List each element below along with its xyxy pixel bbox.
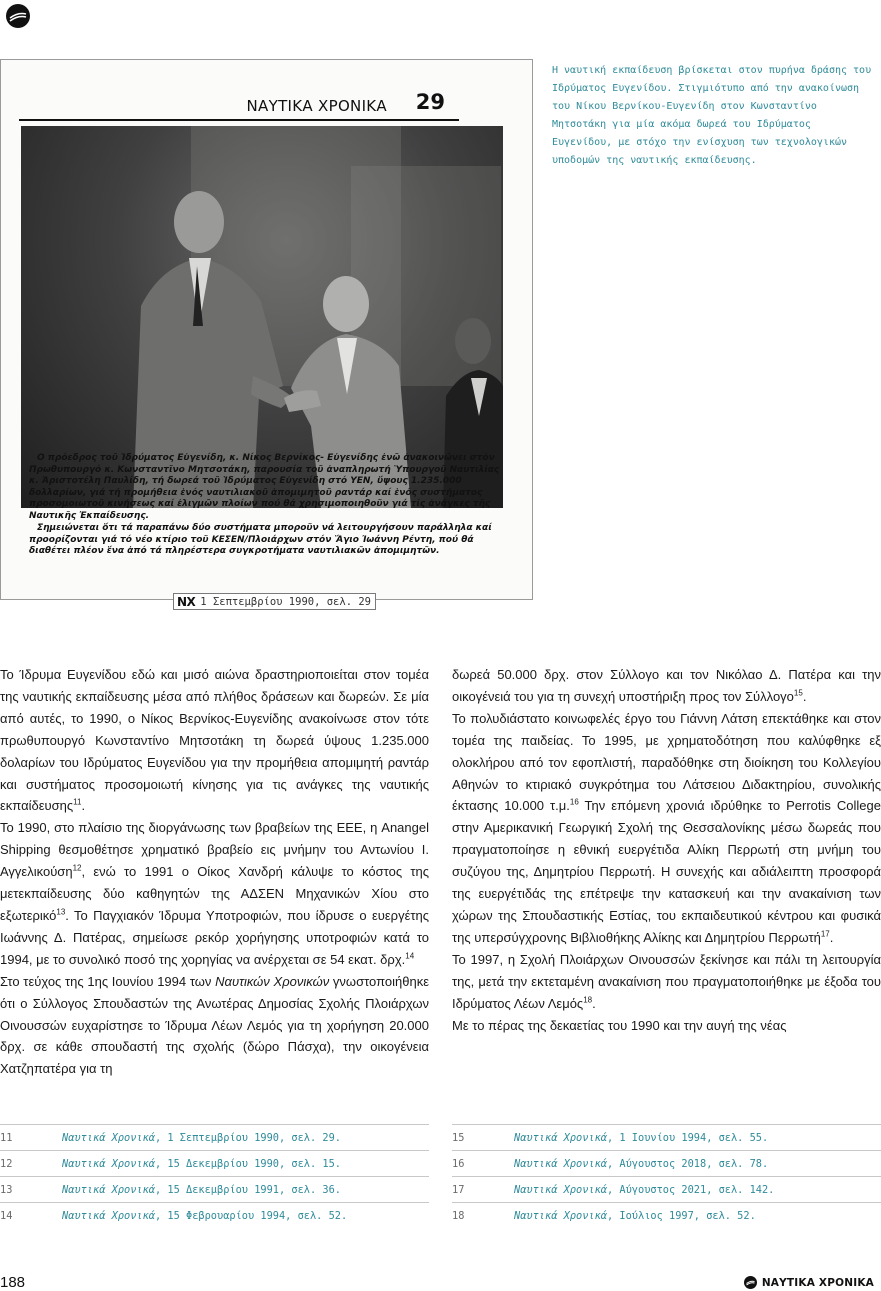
photo-figures-illustration xyxy=(21,126,503,508)
footnote-source: Ναυτικά Χρονικά xyxy=(62,1209,155,1222)
paragraph-text: δωρεά 50.000 δρχ. στον Σύλλογο και τον Νικόλαο Δ. Πατέρα και την οικογένειά του για τη συνεχή υποστήριξη προς τον Σύλλογο xyxy=(452,667,881,704)
footnote-details: , Αύγουστος 2021, σελ. 142. xyxy=(607,1183,775,1196)
clipping-photo xyxy=(21,126,503,508)
paragraph-text: Με το πέρας της δεκαετίας του 1990 και την αυγή της νέας xyxy=(452,1017,787,1033)
footnote-source: Ναυτικά Χρονικά xyxy=(514,1209,607,1222)
photo-side-caption: Η ναυτική εκπαίδευση βρίσκεται στον πυρήνα δράσης του Ιδρύματος Ευγενίδου. Στιγμιότυπο από την ανακοίνωση του Νίκου Βερνίκου-Ευγενίδη στον Κωνσταντίνο Μητσοτάκη για μία ακόμα δωρεά του Ιδρύματος Ευγενίδου, με στόχο την ενίσχυση των τεχνολογικών υποδομών της ναυτικής εκπαίδευσης. xyxy=(552,65,872,166)
footnote-source: Ναυτικά Χρονικά xyxy=(62,1183,155,1196)
clipping-caption-paragraph: Ο πρόεδρος τοῦ Ἱδρύματος Εὐγενίδη, κ. Νίκος Βερνίκος- Εὐγενίδης ἐνῶ ἀνακοινώνει στόν Πρωθυπουργό κ. Κωνσταντῖνο Μητσοτάκη, παρουσία τοῦ ἀναπληρωτή Ὑπουργοῦ Ναυτιλίας κ. Ἀριστοτέλη Παυλίδη, τή δωρεά τοῦ Ἱδρύματος Εὐγενίδη στό ΥΕΝ, ὕψους 1.235.000 δολλαρίων, γιά τή προμήθεια ἑνός ναυτιλιακοῦ ἀπομιμητοῦ ραντάρ καί ἑνός συστήματος προσομοιωτοῦ κινήσεως καί ἐλιγμῶν πλοίων πού θά χρησιμοποιηθοῦν γιά τίς ἀνάγκες τῆς Ναυτικῆς Ἐκπαίδευσης. xyxy=(29,453,500,521)
paragraph-text: Το Ίδρυμα Ευγενίδου εδώ και μισό αιώνα δραστηριοποιείται στον τομέα της ναυτικής εκπαίδευσης μέσα από πλήθος δράσεων και δωρεών. Σε μία από αυτές, το 1990, ο Νίκος Βερνίκος-Ευγενίδης ανακοίνωσε στον τότε πρωθυπουργό Κωνσταντίνο Μητσοτάκη τη δωρεά ύψους 1.235.000 δολαρίων του Ιδρύματος Ευγενίδου για την προμήθεια απομιμητή ραντάρ και συστήματος προσομοιωτή κίνησης για τις ανάγκες της ναυτικής εκπαίδευσης xyxy=(0,667,429,814)
footnote-item xyxy=(452,1202,881,1228)
footnote-source: Ναυτικά Χρονικά xyxy=(514,1183,607,1196)
body-column-left xyxy=(0,664,429,1080)
footnote-details: , 15 Δεκεμβρίου 1990, σελ. 15. xyxy=(155,1157,341,1170)
body-paragraph xyxy=(452,708,881,949)
footnote-number: 18 xyxy=(452,1209,465,1222)
body-paragraph xyxy=(452,1015,881,1037)
footnote-details: , 1 Σεπτεμβρίου 1990, σελ. 29. xyxy=(155,1131,341,1144)
footnote-item xyxy=(452,1176,881,1202)
footnote-details: , 1 Ιουνίου 1994, σελ. 55. xyxy=(607,1131,769,1144)
footnote-item xyxy=(0,1150,429,1176)
footnote-source: Ναυτικά Χρονικά xyxy=(514,1157,607,1170)
body-paragraph xyxy=(0,817,429,970)
clipping-page-number: 29 xyxy=(415,90,445,114)
footnote-ref[interactable]: 14 xyxy=(405,951,415,961)
paragraph-text: . Το Παγχιακόν Ίδρυμα Υποτροφιών, που ίδρυσε ο ευεργέτης Ιωάννης Δ. Πατέρας, σημείωσε ρεκόρ χορήγησης υποτροφιών κατά το 1994, με το συνολικό ποσό της χορηγίας να ανέρχεται σε 54 εκατ. δρχ. xyxy=(0,907,429,967)
footnote-text xyxy=(62,1184,341,1196)
paragraph-text: γνωστοποιήθηκε ότι ο Σύλλογος Σπουδαστών της Ανωτέρας Δημοσίας Σχολής Πλοιάρχων Οινουσσών ευχαρίστησε το Ίδρυμα Λέων Λεμός για τη χορήγηση 20.000 δρχ. σε κάθε σπουδαστή της σχολής (δώρο Πάσχα), την οικογένεια Χατζηπατέρα για τη xyxy=(0,973,429,1077)
footnote-source: Ναυτικά Χρονικά xyxy=(62,1131,155,1144)
paragraph-text: Το 1997, η Σχολή Πλοιάρχων Οινουσσών ξεκίνησε και πάλι τη λειτουργία της, μετά την εκτεταμένη ανακαίνιση που πραγματοποιήθηκε με έξοδα του Ιδρύματος Λέων Λεμός xyxy=(452,951,881,1011)
footnotes-right xyxy=(452,1124,881,1228)
clipping-source-date: 1 Σεπτεμβρίου 1990, σελ. 29 xyxy=(200,595,371,608)
paragraph-text: Την επόμενη χρονιά ιδρύθηκε το Perrotis College στην Αμερικανική Γεωργική Σχολή της Θεσσαλονίκης μέσω δωρεάς που πραγματοποίησε η εθνική ευεργέτιδα Αλίκη Περρωτή στη μνήμη του συζύγου της, Δημητρίου Περρωτή. Η συνεχής και αδιάλειπτη προσφορά της ευεργέτιδάς της επέτρεψε την κατασκευή και την ανακαίνιση των χώρων της Σπουδαστικής Εστίας, του εκπαιδευτικού κέντρου και φυσικά της υπερσύγχρονης Βιβλιοθήκης Αλίκης και Δημητρίου Περρωτή xyxy=(452,798,881,945)
body-paragraph xyxy=(0,664,429,817)
paragraph-text: . xyxy=(81,798,86,814)
footnote-ref[interactable]: 16 xyxy=(569,798,579,808)
footnote-number: 16 xyxy=(452,1157,465,1170)
publication-title: Ναυτικών Χρονικών xyxy=(215,973,330,989)
footnote-ref[interactable]: 13 xyxy=(56,907,66,917)
clipping-source-tag xyxy=(173,593,376,610)
footnote-ref[interactable]: 17 xyxy=(820,929,830,939)
footnote-details: , Ιούλιος 1997, σελ. 52. xyxy=(607,1209,756,1222)
footnote-details: , 15 Δεκεμβρίου 1991, σελ. 36. xyxy=(155,1183,341,1196)
clipping-title: ΝΑΥΤΙΚΑ ΧΡΟΝΙΚΑ xyxy=(246,97,387,115)
clipping-caption-paragraph: Σημειώνεται ὅτι τά παραπάνω δύο συστήματα μποροῦν νά λειτουργήσουν παράλληλα καί προορίζονται γιά τό νέο κτίριο τοῦ ΚΕΣΕΝ/Πλοιάρχων στόν Ἅγιο Ἰωάννη Ρέντη, πού θά διαθέτει πλέον ἕνα ἀπό τά πληρέστερα συγκροτήματα ναυτιλιακῶν ἀπομιμητῶν. xyxy=(29,523,492,556)
footnote-number: 12 xyxy=(0,1157,13,1170)
footnote-source: Ναυτικά Χρονικά xyxy=(514,1131,607,1144)
footnote-ref[interactable]: 11 xyxy=(73,798,82,808)
footnote-text xyxy=(62,1210,347,1222)
footnote-item xyxy=(0,1124,429,1150)
footnote-number: 15 xyxy=(452,1131,465,1144)
paragraph-text: . xyxy=(592,995,596,1011)
footnote-text xyxy=(62,1158,341,1170)
footnote-text xyxy=(514,1158,768,1170)
brand-name: ΝΑΥΤΙΚΑ ΧΡΟΝΙΚΑ xyxy=(761,1276,874,1289)
paragraph-text: . xyxy=(829,929,834,945)
footnote-item xyxy=(0,1202,429,1228)
footnote-ref[interactable]: 12 xyxy=(72,863,82,873)
footnotes-left xyxy=(0,1124,429,1228)
footnote-number: 14 xyxy=(0,1209,13,1222)
paragraph-text: . xyxy=(802,688,807,704)
nx-logo: NX xyxy=(177,594,196,609)
page-number: 188 xyxy=(0,1274,26,1291)
footnote-details: , Αύγουστος 2018, σελ. 78. xyxy=(607,1157,769,1170)
newspaper-clipping xyxy=(0,59,533,600)
footnote-item xyxy=(452,1150,881,1176)
footnote-item xyxy=(0,1176,429,1202)
paragraph-text: , ενώ το 1991 ο Οίκος Χανδρή κάλυψε το κόστος της μετεκπαίδευσης δύο καθηγητών της ΑΔΣΕΝ Μηχανικών Χίου στο εξωτερικό xyxy=(0,864,429,923)
footnote-ref[interactable]: 18 xyxy=(583,995,593,1005)
footnote-item xyxy=(452,1124,881,1150)
body-paragraph xyxy=(452,949,881,1015)
footnote-text xyxy=(514,1132,768,1144)
magazine-logo-icon xyxy=(6,4,30,28)
footnote-text xyxy=(514,1184,774,1196)
paragraph-text: Στο τεύχος της 1ης Ιουνίου 1994 των xyxy=(0,973,216,989)
footnote-details: , 15 Φεβρουαρίου 1994, σελ. 52. xyxy=(155,1209,348,1222)
paragraph-text: Το πολυδιάστατο κοινωφελές έργο του Γιάννη Λάτση επεκτάθηκε και στον τομέα της παιδείας. Το 1995, με χρηματοδότηση που καλύφθηκε εξ ολοκλήρου από τον εφοπλιστή, παραδόθηκε στη διοίκηση του Κολλεγίου Αθηνών το κτιριακό συγκρότημα του Λάτσειου Διδακτηρίου, συνολικής έκτασης 10.000 τ.μ. xyxy=(452,710,881,814)
clipping-header xyxy=(19,91,459,121)
body-paragraph xyxy=(452,664,881,708)
footnote-text xyxy=(514,1210,756,1222)
body-paragraph xyxy=(0,971,429,1081)
footer-brand xyxy=(744,1276,874,1289)
footnote-number: 11 xyxy=(0,1131,13,1144)
footnote-ref[interactable]: 15 xyxy=(793,688,803,698)
clipping-caption xyxy=(29,453,509,558)
footnote-number: 13 xyxy=(0,1183,13,1196)
footnote-number: 17 xyxy=(452,1183,465,1196)
footnote-source: Ναυτικά Χρονικά xyxy=(62,1157,155,1170)
brand-logo-icon xyxy=(744,1276,757,1289)
footnote-text xyxy=(62,1132,341,1144)
body-column-right xyxy=(452,664,881,1036)
paragraph-text: Το 1990, στο πλαίσιο της διοργάνωσης των βραβείων της ΕΕΕ, η Anangel Shipping θεσμοθέτησε χρηματικό βραβείο εις μνήμην του Αντωνίου Ι. Αγγελικούση xyxy=(0,820,429,880)
